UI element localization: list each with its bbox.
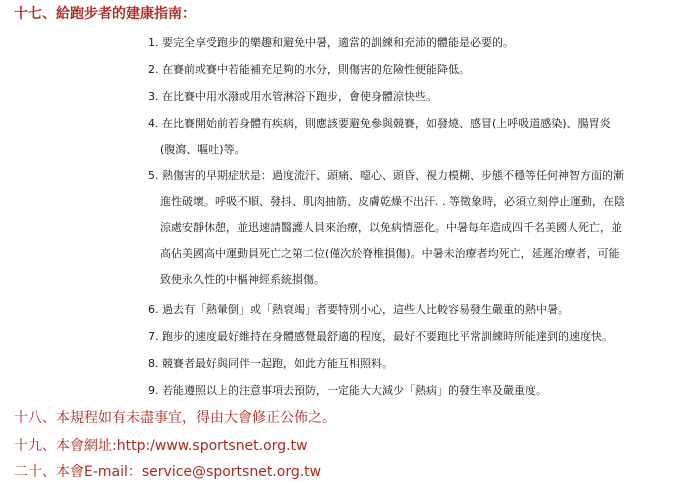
list-item xyxy=(148,378,648,404)
list-item-line xyxy=(148,57,648,83)
list-item-line xyxy=(148,84,648,110)
list-item-line xyxy=(148,163,648,189)
list-item-line xyxy=(148,297,648,323)
list-item-line: 高佔美國高中運動員死亡之第二位(僅次於脊椎損傷)。中暑未治療者均死亡，延遲治療者，可能 xyxy=(160,247,620,260)
list-item xyxy=(148,324,648,350)
section-17-heading: 十七、給跑步者的建康指南： xyxy=(14,6,196,22)
list-item-text: 過去有「熱暈倒」或「熱衰竭」者要特別小心，這些人比較容易發生嚴重的熱中暑。 xyxy=(162,303,569,316)
list-item-number: 3. xyxy=(148,90,159,103)
list-item-text: 熱傷害的早期症狀是：過度流汗、頭痛、噁心、頭昏、視力模糊、步態不穩等任何神智方面的漸 xyxy=(162,169,624,182)
list-item-number: 8. xyxy=(148,357,159,370)
list-item-text: 若能遵照以上的注意事項去預防，一定能大大減少「熱病」的發生率及嚴重度。 xyxy=(162,384,547,397)
list-item-line xyxy=(148,30,648,56)
list-item-text: 在賽前或賽中若能補充足夠的水分，則傷害的危險性便能降低。 xyxy=(162,63,470,76)
list-item-line: 進性破壞。呼吸不順、發抖、肌肉抽筋、皮膚乾燥不出汗. . 等徵象時，必須立刻停止運動，在陰 xyxy=(160,195,625,208)
list-item-text: 跑步的速度最好維持在身體感覺最舒適的程度，最好不要跑比平常訓練時所能達到的速度快。 xyxy=(162,330,613,343)
list-item-number: 2. xyxy=(148,63,159,76)
list-item-number: 9. xyxy=(148,384,159,397)
list-item-line xyxy=(148,351,648,377)
section-19-website: 十九、本會網址:http:/www.sportsnet.org.tw xyxy=(14,438,308,454)
list-item-line xyxy=(148,111,648,137)
section-18-heading: 十八、本規程如有未盡事宜，得由大會修正公佈之。 xyxy=(14,410,336,426)
list-item-number: 1. xyxy=(148,36,159,49)
list-item-text: 要完全享受跑步的樂趣和避免中暑，適當的訓練和充沛的體能是必要的。 xyxy=(162,36,514,49)
list-item-text: 在比賽中用水潑或用水管淋浴下跑步，會使身體涼快些。 xyxy=(162,90,437,103)
list-item-number: 4. xyxy=(148,117,159,130)
list-item-text: 競賽者最好與同伴一起跑，如此方能互相照料。 xyxy=(162,357,393,370)
list-item xyxy=(148,84,648,110)
list-item xyxy=(148,30,648,56)
list-item xyxy=(148,351,648,377)
list-item-line xyxy=(148,378,648,404)
list-item-text: 在比賽開始前若身體有疾病，則應該要避免參與競賽，如發燒、感冒(上呼吸道感染)、腸胃炎 xyxy=(162,117,611,130)
list-item xyxy=(148,163,648,293)
list-item xyxy=(148,57,648,83)
list-item xyxy=(148,297,648,323)
list-item-line xyxy=(148,324,648,350)
list-item-number: 5. xyxy=(148,169,159,182)
list-item-line: (腹瀉、嘔吐)等。 xyxy=(160,143,246,156)
list-item-line: 涼處安靜休憩，並迅速請醫護人員來治療，以免病情惡化。中暑每年造成四千名美國人死亡，並 xyxy=(160,221,622,234)
list-item-line: 致使永久性的中樞神經系統損傷。 xyxy=(160,273,325,286)
section-20-email: 二十、本會E-mail：service@sportsnet.org.tw xyxy=(14,464,322,480)
list-item-number: 6. xyxy=(148,303,159,316)
list-item xyxy=(148,111,648,163)
list-item-number: 7. xyxy=(148,330,159,343)
